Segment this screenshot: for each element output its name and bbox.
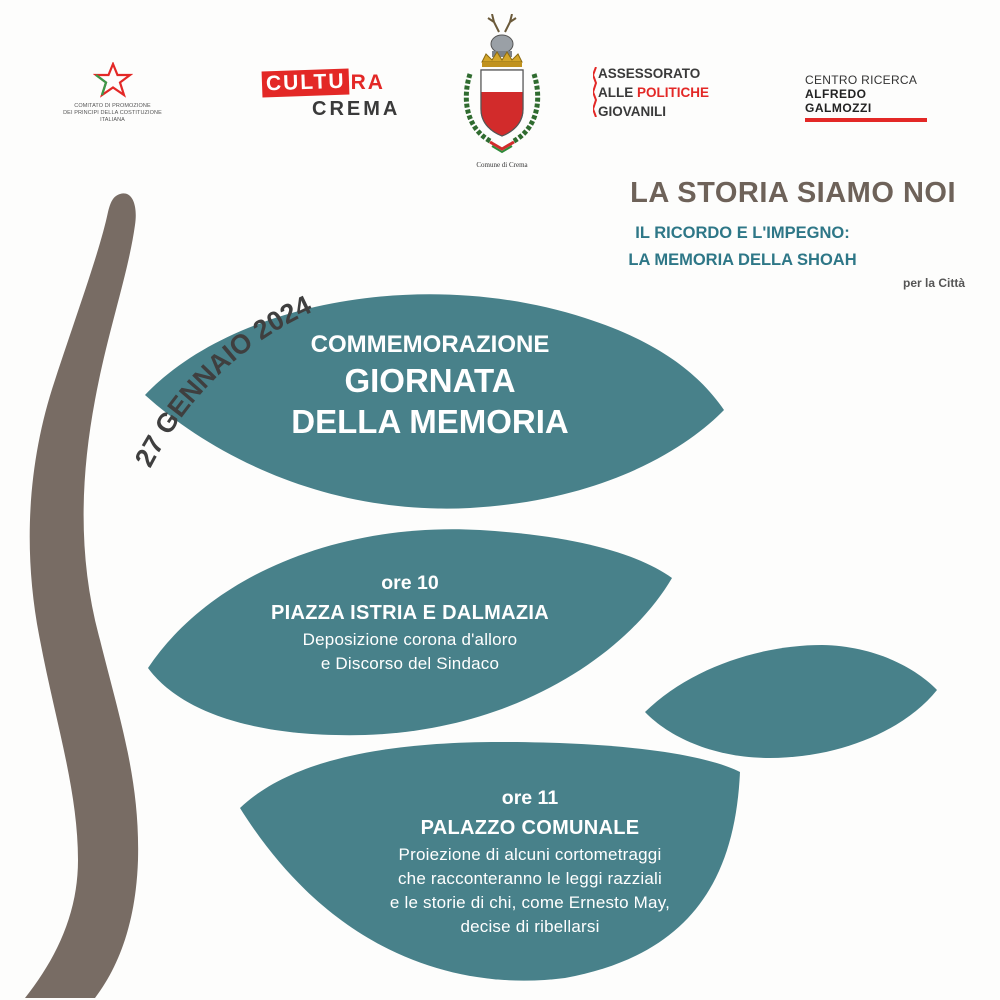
event-1 — [220, 568, 600, 676]
event-2-desc-2: che racconteranno le leggi razziali — [397, 869, 663, 888]
event-1-desc-2: e Discorso del Sindaco — [320, 654, 500, 673]
main-line-2: GIORNATA — [344, 362, 516, 399]
event-2 — [330, 783, 730, 939]
leaf-small — [645, 645, 937, 758]
tree-trunk — [25, 193, 138, 998]
cultura-city: CREMA — [312, 98, 401, 120]
coat-of-arms-icon — [452, 14, 552, 159]
comune-crema-logo — [452, 14, 552, 174]
main-line-3: DELLA MEMORIA — [291, 403, 569, 440]
event-2-desc-4: decise di ribellarsi — [460, 917, 600, 936]
assessorato-line-2a: ALLE — [598, 85, 637, 100]
comitato-logo — [50, 62, 175, 132]
event-2-desc-1: Proiezione di alcuni cortometraggi — [398, 845, 662, 864]
event-1-time: ore 10 — [381, 572, 439, 594]
centro-underline — [805, 118, 927, 122]
subtitle-line-2: LA MEMORIA DELLA SHOAH — [628, 251, 857, 269]
comune-caption: Comune di Crema — [476, 161, 528, 169]
event-1-place: PIAZZA ISTRIA E DALMAZIA — [271, 602, 549, 624]
page-title: LA STORIA SIAMO NOI — [630, 177, 956, 209]
assessorato-line-2 — [592, 83, 722, 102]
comitato-caption-1: COMITATO DI PROMOZIONE — [74, 103, 151, 109]
star-logo-icon — [93, 62, 133, 98]
comitato-caption-2: DEI PRINCIPI DELLA COSTITUZIONE ITALIANA — [63, 110, 162, 123]
cultura-red-text: RA — [350, 71, 385, 94]
event-2-place: PALAZZO COMUNALE — [420, 817, 640, 839]
assessorato-line-3: GIOVANILI — [598, 104, 667, 119]
main-line-1: COMMEMORAZIONE — [310, 331, 550, 358]
cultura-red-block: CULTU — [262, 68, 349, 97]
main-leaf-text — [190, 330, 670, 442]
centro-line-2: ALFREDO GALMOZZI — [805, 87, 872, 115]
cultura-crema-logo — [262, 70, 407, 126]
subtitle-line-1: IL RICORDO E L'IMPEGNO: — [635, 224, 850, 242]
assessorato-line-2b: POLITICHE — [637, 85, 710, 100]
event-2-desc-3: e le storie di chi, come Ernesto May, — [389, 893, 671, 912]
centro-ricerca-logo — [805, 73, 935, 113]
page-subtitle — [560, 220, 925, 274]
assessorato-logo — [592, 64, 722, 124]
event-2-time: ore 11 — [501, 787, 559, 809]
tagline: per la Città — [902, 276, 965, 290]
event-1-desc-1: Deposizione corona d'alloro — [302, 630, 518, 649]
assessorato-line-1: ASSESSORATO — [598, 66, 701, 81]
date-text: 27 GENNAIO 2024 — [128, 289, 316, 472]
centro-line-1: CENTRO RICERCA — [805, 73, 918, 87]
assessorato-bar-icon — [593, 67, 597, 117]
